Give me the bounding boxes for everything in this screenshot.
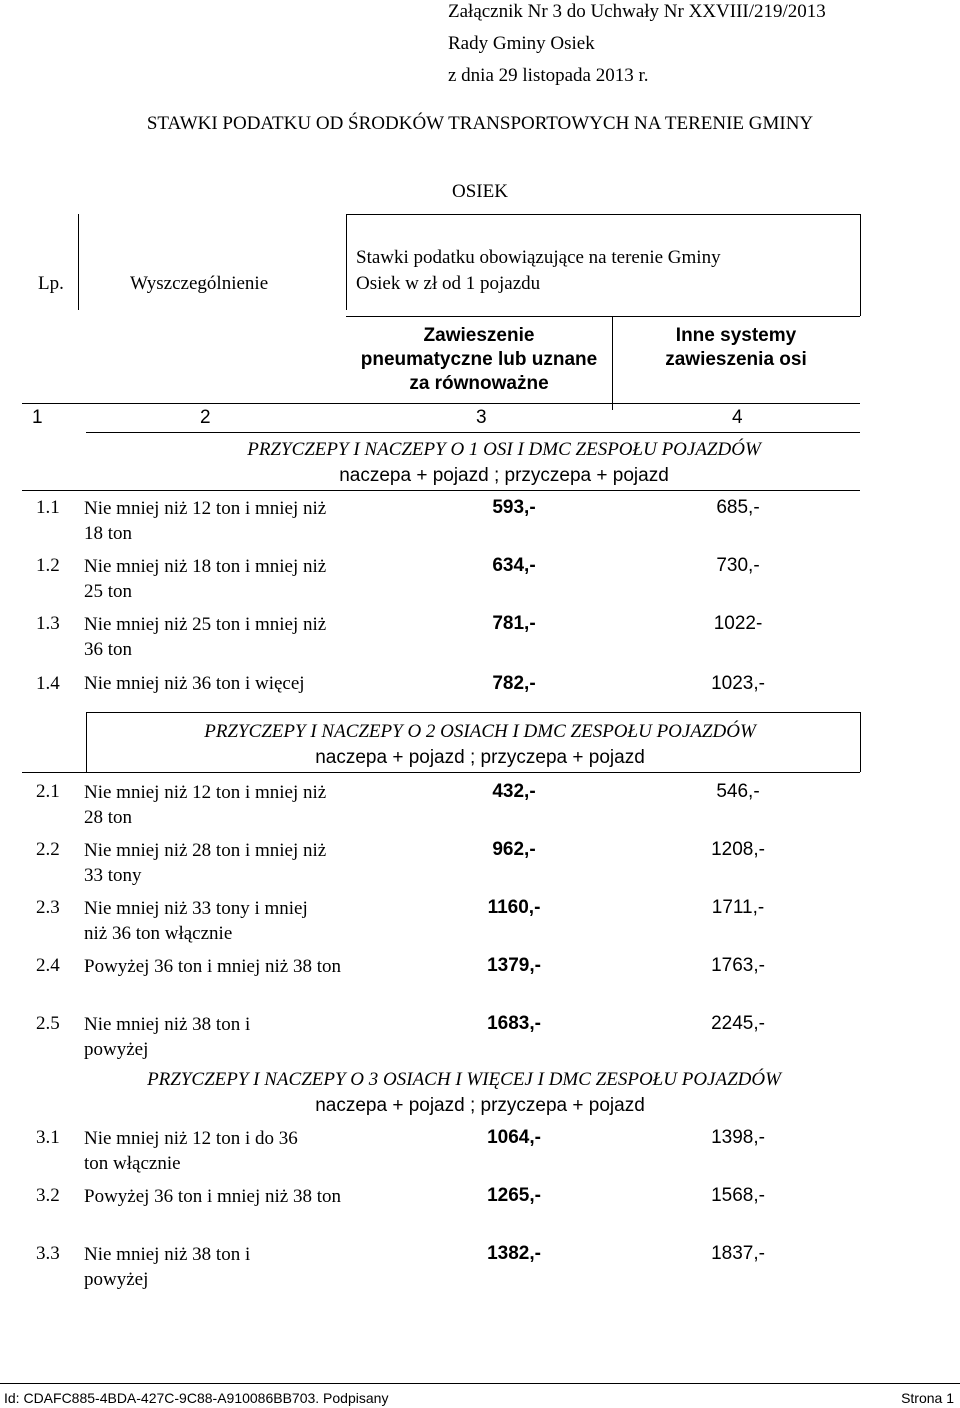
row-lp: 1.2 bbox=[36, 555, 60, 576]
rate-pneumatic: 432,- bbox=[492, 781, 536, 802]
rate-pneumatic: 781,- bbox=[492, 613, 536, 634]
rate-pneumatic: 593,- bbox=[492, 497, 536, 518]
header-mid-border bbox=[346, 316, 860, 317]
rate-other: 685,- bbox=[716, 497, 760, 518]
section2-title: PRZYCZEPY I NACZEPY O 2 OSIACH I DMC ZESPOŁU POJAZDÓW bbox=[204, 721, 756, 742]
rate-pneumatic: 1160,- bbox=[487, 897, 541, 918]
row-lp: 1.3 bbox=[36, 613, 60, 634]
row-desc: Nie mniej niż 18 ton i mniej niż 25 ton bbox=[84, 556, 327, 602]
section2-subtitle: naczepa + pojazd ; przyczepa + pojazd bbox=[315, 747, 645, 768]
row-desc: Nie mniej niż 38 ton i powyżej bbox=[84, 1244, 251, 1290]
section2-top-border bbox=[86, 712, 860, 713]
row-lp: 2.3 bbox=[36, 897, 60, 918]
row-lp: 2.5 bbox=[36, 1013, 60, 1034]
rate-other: 1022- bbox=[713, 613, 763, 634]
footer-border bbox=[0, 1383, 960, 1384]
council-line: Rady Gminy Osiek bbox=[448, 33, 595, 54]
suspension-pneumatic-2: pneumatyczne lub uznane bbox=[360, 349, 598, 370]
rate-other: 1398,- bbox=[711, 1127, 765, 1148]
section1-top-border bbox=[86, 432, 860, 433]
rate-other: 1568,- bbox=[711, 1185, 765, 1206]
rate-other: 1711,- bbox=[711, 897, 765, 918]
row-desc: Nie mniej niż 38 ton i powyżej bbox=[84, 1014, 251, 1060]
header-left-border bbox=[346, 214, 347, 310]
rate-other: 1023,- bbox=[711, 673, 765, 694]
row-lp: 1.4 bbox=[36, 673, 60, 694]
rate-other: 730,- bbox=[716, 555, 760, 576]
rate-other: 2245,- bbox=[711, 1013, 765, 1034]
row-lp: 1.1 bbox=[36, 497, 60, 518]
suspension-other-2: zawieszenia osi bbox=[665, 349, 807, 370]
section2-sub-border bbox=[22, 772, 860, 773]
row-lp: 2.1 bbox=[36, 781, 60, 802]
document-id: Id: CDAFC885-4BDA-427C-9C88-A910086BB703. Podpisany bbox=[4, 1390, 389, 1406]
row-lp: 2.2 bbox=[36, 839, 60, 860]
row-desc: Nie mniej niż 25 ton i mniej niż 36 ton bbox=[84, 614, 327, 660]
lp-header: Lp. bbox=[38, 273, 64, 294]
date-line: z dnia 29 listopada 2013 r. bbox=[448, 65, 649, 86]
row-lp: 2.4 bbox=[36, 955, 60, 976]
rate-pneumatic: 1265,- bbox=[487, 1185, 541, 1206]
rates-header-line2: Osiek w zł od 1 pojazdu bbox=[356, 273, 541, 294]
row-desc: Nie mniej niż 28 ton i mniej niż 33 tony bbox=[84, 840, 327, 886]
section1-sub-border bbox=[22, 490, 860, 491]
row-desc: Nie mniej niż 12 ton i mniej niż 18 ton bbox=[84, 498, 327, 544]
row-desc: Powyżej 36 ton i mniej niż 38 ton bbox=[84, 956, 342, 977]
section3-title: PRZYCZEPY I NACZEPY O 3 OSIACH I WIĘCEJ I DMC ZESPOŁU POJAZDÓW bbox=[147, 1069, 781, 1090]
attachment-line: Załącznik Nr 3 do Uchwały Nr XXVIII/219/2013 bbox=[448, 1, 826, 22]
page-number: Strona 1 bbox=[901, 1390, 954, 1406]
col-number-4: 4 bbox=[732, 407, 743, 428]
section1-subtitle: naczepa + pojazd ; przyczepa + pojazd bbox=[339, 465, 669, 486]
suspension-pneumatic-1: Zawieszenie bbox=[423, 325, 535, 346]
col-number-3: 3 bbox=[476, 407, 487, 428]
row-lp: 3.3 bbox=[36, 1243, 60, 1264]
rate-other: 1208,- bbox=[711, 839, 765, 860]
row-desc: Nie mniej niż 33 tony i mniej niż 36 ton włącznie bbox=[84, 898, 308, 944]
section3-subtitle: naczepa + pojazd ; przyczepa + pojazd bbox=[315, 1095, 645, 1116]
rate-other: 546,- bbox=[716, 781, 760, 802]
rate-pneumatic: 962,- bbox=[492, 839, 536, 860]
row-lp: 3.2 bbox=[36, 1185, 60, 1206]
header-lp-border bbox=[78, 214, 79, 310]
col-number-2: 2 bbox=[200, 407, 211, 428]
document-title: STAWKI PODATKU OD ŚRODKÓW TRANSPORTOWYCH NA TERENIE GMINY bbox=[146, 113, 814, 134]
row-desc: Powyżej 36 ton i mniej niż 38 ton bbox=[84, 1186, 342, 1207]
rate-pneumatic: 1683,- bbox=[487, 1013, 541, 1034]
rate-pneumatic: 1382,- bbox=[487, 1243, 541, 1264]
col-number-1: 1 bbox=[32, 407, 43, 428]
header-right-border bbox=[860, 214, 861, 316]
row-desc: Nie mniej niż 12 ton i do 36 ton włącznie bbox=[84, 1128, 298, 1174]
header-top-border bbox=[346, 214, 860, 215]
document-title-2: OSIEK bbox=[452, 181, 508, 202]
rate-pneumatic: 634,- bbox=[492, 555, 536, 576]
rates-header-line1: Stawki podatku obowiązujące na terenie Gminy bbox=[356, 247, 721, 268]
section1-title: PRZYCZEPY I NACZEPY O 1 OSI I DMC ZESPOŁU POJAZDÓW bbox=[247, 439, 761, 460]
numbers-top-border bbox=[22, 403, 860, 404]
row-desc: Nie mniej niż 36 ton i więcej bbox=[84, 673, 305, 694]
rate-other: 1837,- bbox=[711, 1243, 765, 1264]
suspension-other-1: Inne systemy bbox=[675, 325, 797, 346]
desc-header: Wyszczególnienie bbox=[130, 273, 269, 294]
rate-pneumatic: 1379,- bbox=[487, 955, 541, 976]
rate-pneumatic: 782,- bbox=[492, 673, 536, 694]
row-lp: 3.1 bbox=[36, 1127, 60, 1148]
suspension-pneumatic-3: za równoważne bbox=[409, 373, 549, 394]
rate-other: 1763,- bbox=[711, 955, 765, 976]
row-desc: Nie mniej niż 12 ton i mniej niż 28 ton bbox=[84, 782, 327, 828]
rate-pneumatic: 1064,- bbox=[487, 1127, 541, 1148]
